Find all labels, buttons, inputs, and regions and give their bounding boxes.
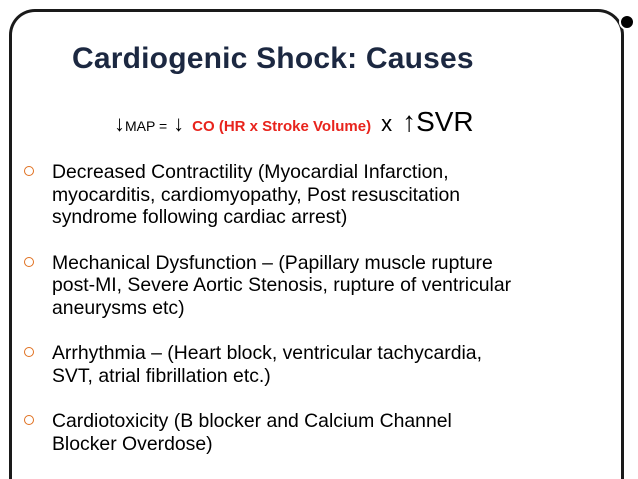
down-arrow-icon: ↓ (173, 111, 185, 136)
bullet-text: Arrhythmia – (Heart block, ventricular tachycardia, SVT, atrial fibrillation etc.) (52, 342, 482, 387)
cause-list (22, 161, 622, 455)
formula-times: x (381, 111, 393, 136)
list-item (22, 252, 622, 320)
list-item (22, 410, 622, 455)
bullet-text: Decreased Contractility (Myocardial Infarction, myocarditis, cardiomyopathy, Post resuscitation syndrome following cardiac arrest) (52, 161, 461, 228)
bullet-icon (24, 347, 34, 357)
list-item (22, 342, 622, 387)
bullet-text: Cardiotoxicity (B blocker and Calcium Channel Blocker Overdose) (52, 410, 452, 455)
map-formula (114, 106, 474, 138)
bullet-icon (24, 257, 34, 267)
bullet-icon (24, 166, 34, 176)
formula-svr: ↑SVR (402, 106, 474, 137)
formula-cardiac-output: CO (HR x Stroke Volume) (192, 118, 372, 135)
bullet-icon (24, 415, 34, 425)
formula-map: MAP = (125, 118, 168, 134)
down-arrow-icon: ↓ (114, 111, 125, 136)
list-item (22, 161, 622, 229)
slide-title: Cardiogenic Shock: Causes (72, 42, 474, 75)
bullet-text: Mechanical Dysfunction – (Papillary muscle rupture post-MI, Severe Aortic Stenosis, rupture of ventricular aneurysms etc) (52, 251, 512, 319)
corner-dot-icon (619, 14, 635, 30)
